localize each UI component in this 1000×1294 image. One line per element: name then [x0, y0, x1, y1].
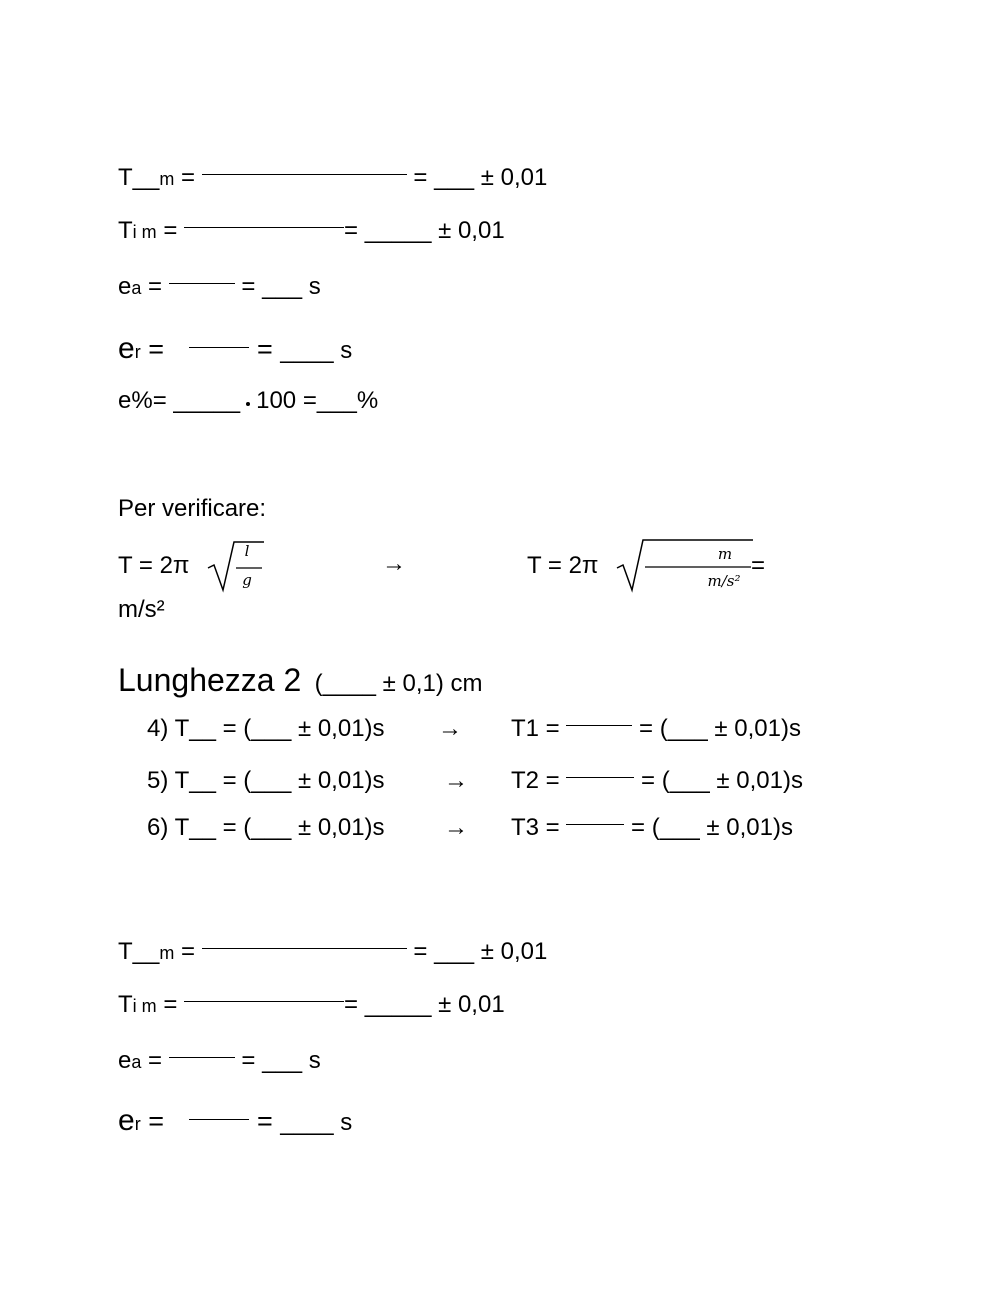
row-result: = (___ ± 0,01)s [632, 715, 801, 742]
row-arrow-4: → [438, 715, 462, 742]
er-equals: = [140, 334, 172, 364]
ea-label: e [118, 273, 132, 300]
tm-equals: = [174, 938, 202, 965]
tm-label: T__ [118, 164, 160, 191]
er-line-1 [118, 334, 352, 364]
section-heading [118, 664, 483, 696]
row-t-label: T3 = [511, 814, 567, 841]
fraction-bar [169, 283, 235, 284]
ea-subscript: a [131, 278, 142, 298]
row-right-6 [511, 816, 793, 840]
ea-line-2 [118, 1049, 321, 1073]
tm-result: = ___ ± 0,01 [406, 938, 548, 965]
tim-result: = _____ ± 0,01 [344, 217, 505, 244]
ea-equals: = [141, 1047, 169, 1074]
verify-formula-1: T = 2π [118, 552, 190, 579]
tim-result: = _____ ± 0,01 [344, 991, 505, 1018]
ea-result: = ___ s [234, 1047, 321, 1074]
er-subscript: r [134, 1114, 141, 1134]
row-t-label: T1 = [511, 715, 567, 742]
fraction-denominator-ms2: m/s² [707, 572, 741, 590]
fraction-bar [566, 777, 634, 778]
row-t-label: T2 = [511, 767, 567, 794]
tm-subscript: m [159, 169, 175, 189]
er-result: ____ s [280, 1109, 353, 1136]
tm-line-2 [118, 940, 547, 964]
fraction-bar [169, 1057, 235, 1058]
tm-equals: = [174, 164, 202, 191]
tm-line-1 [118, 166, 547, 190]
row-left-5: 5) T__ = (___ ± 0,01)s [147, 767, 385, 794]
er-result: ____ s [280, 337, 353, 364]
row-arrow-6: → [444, 814, 468, 841]
section-title: Lunghezza 2 [118, 662, 302, 698]
tm-result: = ___ ± 0,01 [406, 164, 548, 191]
tim-equals: = [156, 217, 185, 244]
tim-line-1 [118, 219, 505, 243]
er-label: e [118, 1104, 135, 1137]
fraction-bar [566, 725, 632, 726]
row-right-4 [511, 717, 801, 741]
tim-subscript: i m [132, 222, 157, 242]
er-label: e [118, 332, 135, 365]
ep-lhs: e%= _____ [118, 387, 241, 414]
section-range: (____ ± 0,1) cm [314, 670, 483, 697]
fraction-bar [202, 948, 407, 949]
tim-label: T [118, 991, 133, 1018]
tm-label: T__ [118, 938, 160, 965]
ea-equals: = [141, 273, 169, 300]
ea-label: e [118, 1047, 132, 1074]
er-line-2 [118, 1106, 352, 1136]
ea-result: = ___ s [234, 273, 321, 300]
ep-line-1 [118, 389, 378, 413]
row-left-6: 6) T__ = (___ ± 0,01)s [147, 814, 385, 841]
multiply-dot-icon [246, 402, 250, 406]
fraction-bar [189, 347, 249, 348]
fraction-bar [566, 824, 624, 825]
er-subscript: r [134, 342, 141, 362]
fraction-numerator-l: l [244, 542, 250, 560]
tim-label: T [118, 217, 133, 244]
verify-unit: m/s² [118, 596, 165, 623]
fraction-denominator-g: g [242, 571, 252, 589]
er-equals-2: = [249, 1106, 281, 1136]
fraction-bar [184, 1001, 344, 1002]
tm-subscript: m [159, 943, 175, 963]
tim-equals: = [156, 991, 185, 1018]
er-equals-2: = [249, 334, 281, 364]
ep-rhs: 100 =___% [256, 387, 379, 414]
row-left-4: 4) T__ = (___ ± 0,01)s [147, 715, 385, 742]
fraction-bar [184, 227, 344, 228]
ea-line-1 [118, 275, 321, 299]
row-result: = (___ ± 0,01)s [634, 767, 803, 794]
arrow-icon: → [382, 550, 406, 577]
verify-formula-2: T = 2π [527, 552, 599, 579]
fraction-bar [202, 174, 407, 175]
fraction-numerator-m: m [717, 545, 733, 563]
verify-equals: = [751, 552, 766, 579]
row-right-5 [511, 769, 803, 793]
row-result: = (___ ± 0,01)s [624, 814, 793, 841]
verify-heading: Per verificare: [118, 495, 267, 522]
er-equals: = [140, 1106, 172, 1136]
fraction-bar [189, 1119, 249, 1120]
tim-subscript: i m [132, 996, 157, 1016]
ea-subscript: a [131, 1052, 142, 1072]
tim-line-2 [118, 993, 505, 1017]
row-arrow-5: → [444, 767, 468, 794]
